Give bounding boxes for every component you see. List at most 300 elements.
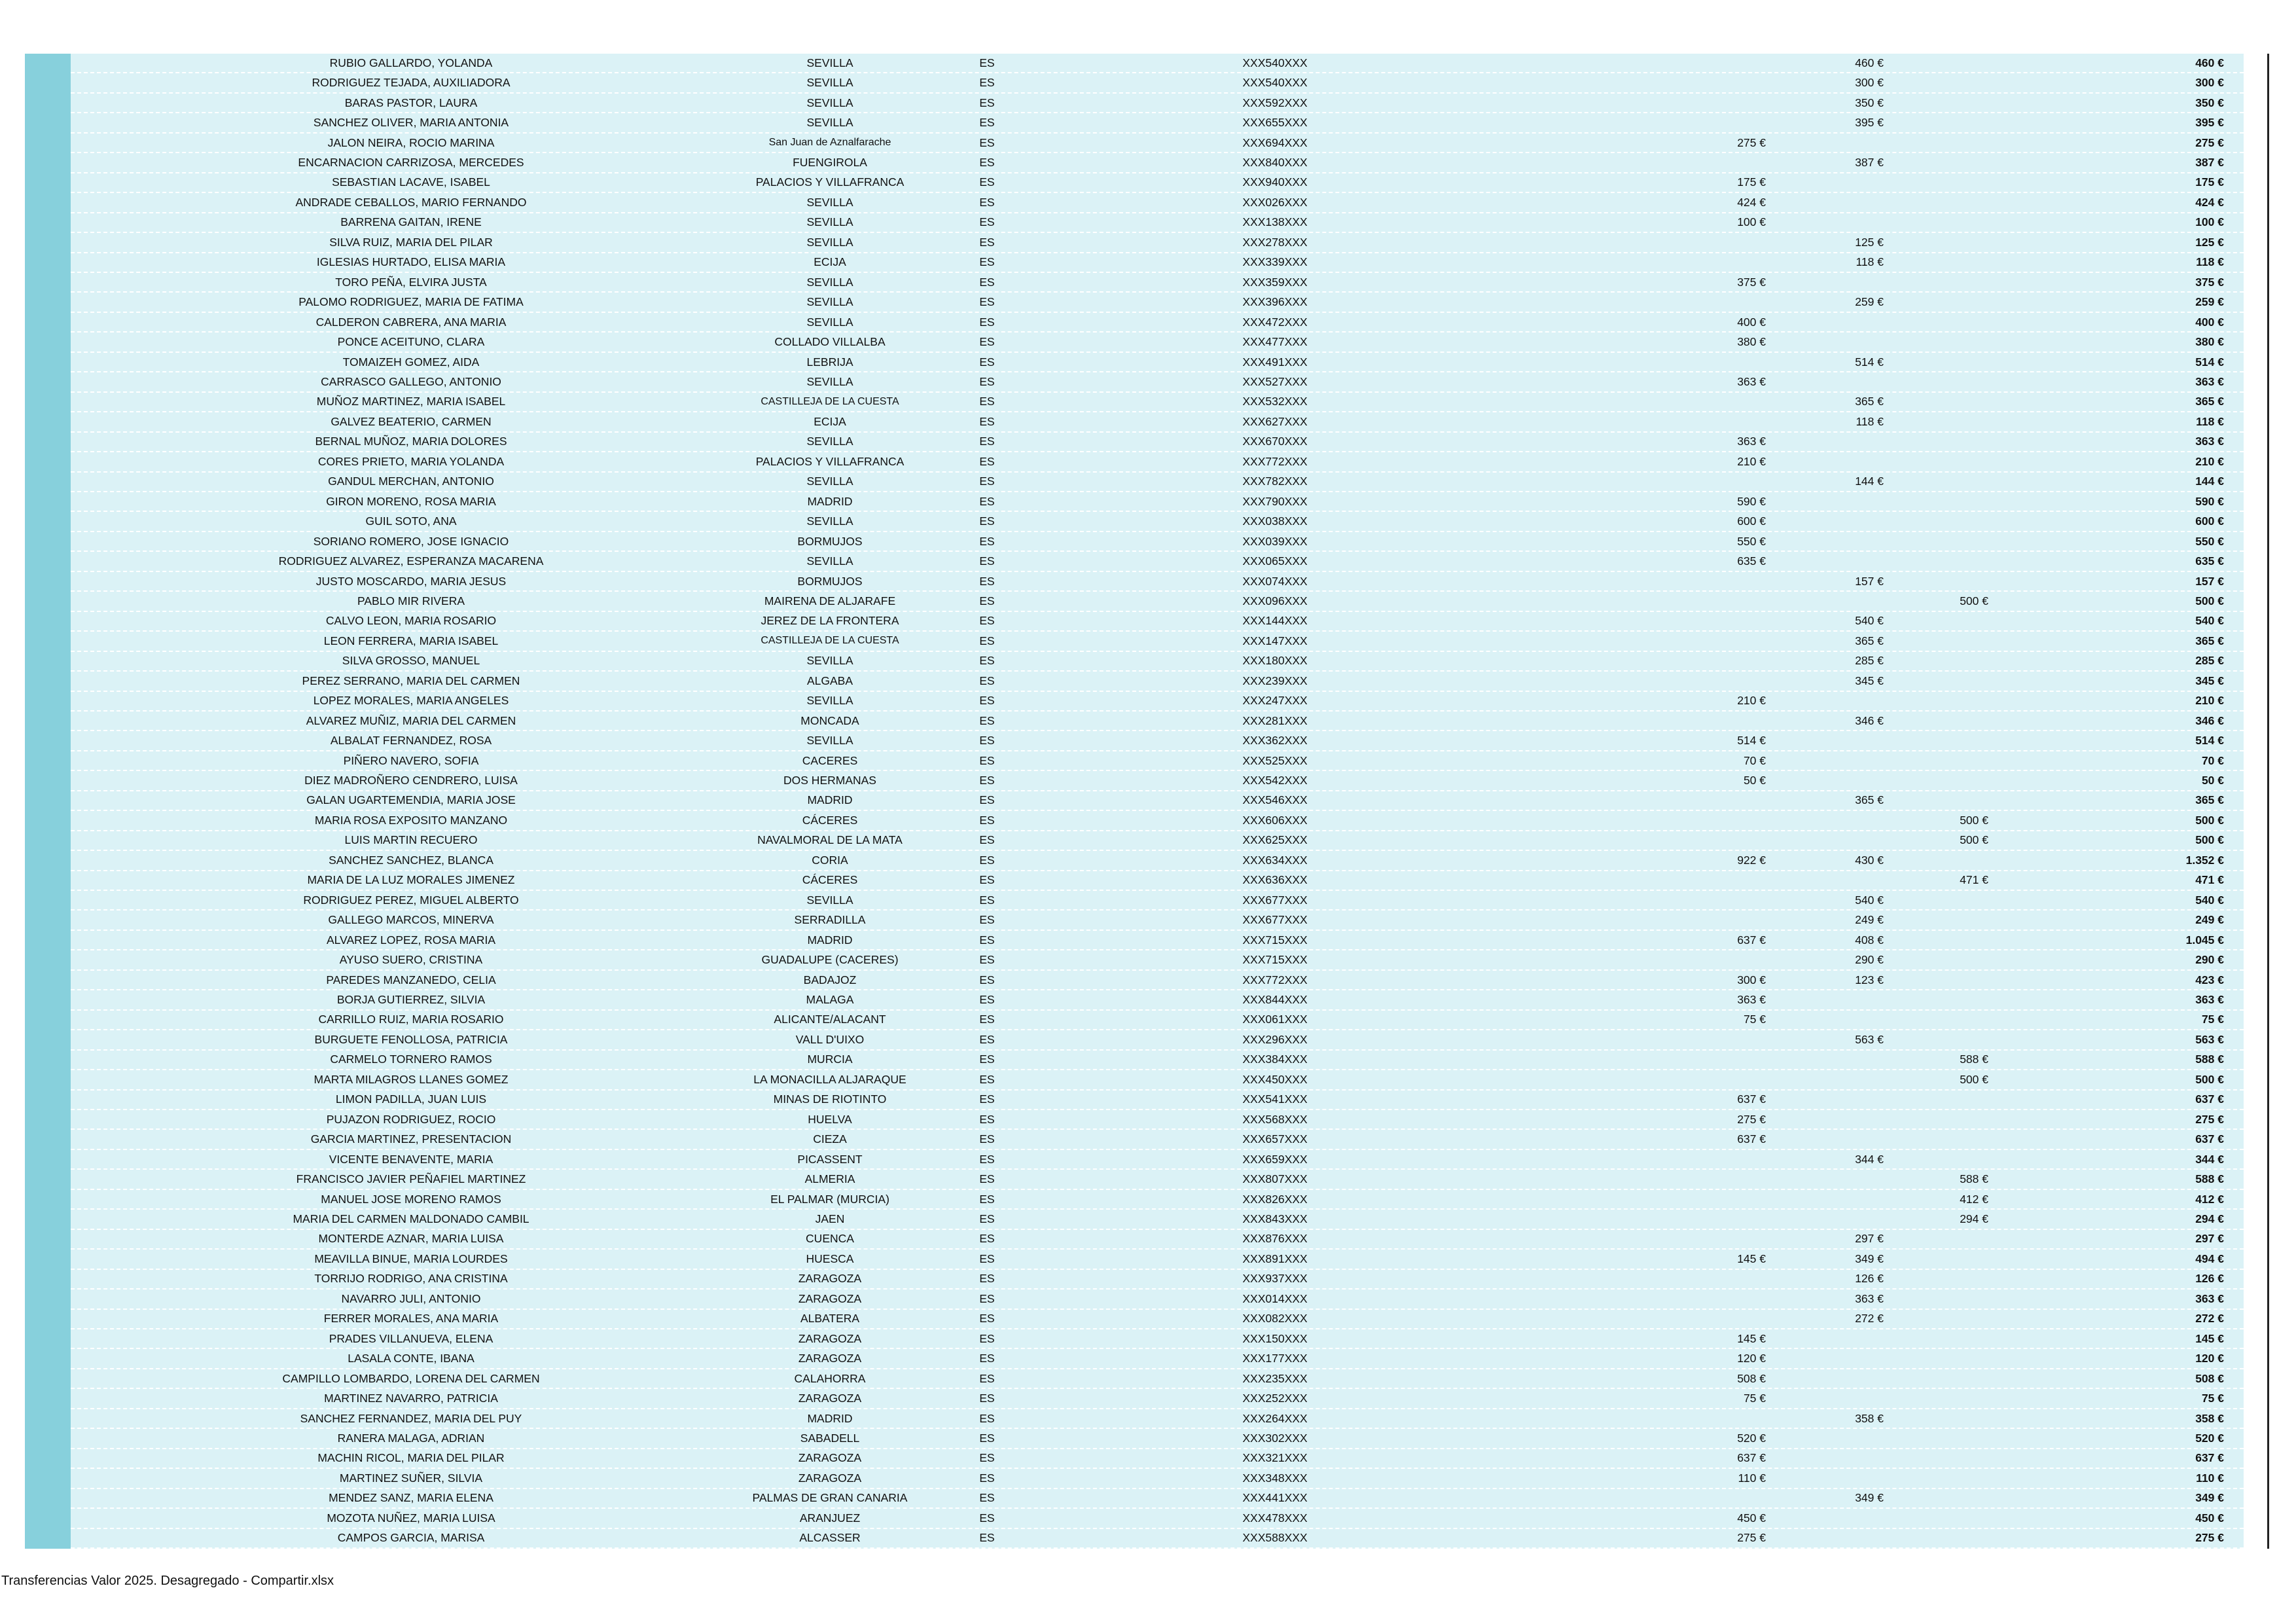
cell-amount-a: 514 €: [1737, 734, 1766, 748]
cell-country: ES: [979, 1212, 995, 1225]
cell-total: 157 €: [2195, 574, 2224, 588]
cell-total: 75 €: [2201, 1013, 2224, 1026]
cell-city: PICASSENT: [797, 1152, 863, 1166]
cell-amount-a: 363 €: [1737, 374, 1766, 388]
cell-amount-b: 365 €: [1855, 634, 1884, 647]
cell-total: 275 €: [2195, 1112, 2224, 1126]
cell-total: 424 €: [2195, 195, 2224, 209]
cell-amount-a: 275 €: [1737, 135, 1766, 149]
cell-country: ES: [979, 594, 995, 607]
cell-city: SEVILLA: [806, 195, 853, 209]
cell-country: ES: [979, 1013, 995, 1026]
cell-amount-c: [1825, 990, 1988, 1009]
cell-amount-c: [1825, 1150, 1988, 1168]
cell-amount-b: 514 €: [1855, 355, 1884, 369]
cell-city: SEVILLA: [806, 295, 853, 309]
cell-amount-c: [1825, 931, 1988, 949]
cell-total: 300 €: [2195, 76, 2224, 90]
cell-city: CORIA: [812, 853, 848, 867]
cell-amount-c: [1825, 971, 1988, 989]
cell-total: 290 €: [2195, 953, 2224, 967]
cell-city: ALCASSER: [799, 1531, 861, 1545]
cell-city: MADRID: [807, 793, 853, 807]
cell-country: ES: [979, 1192, 995, 1206]
cell-amount-c: [1825, 273, 1988, 291]
table-row: [71, 1369, 2244, 1389]
table-row: [71, 1409, 2244, 1429]
cell-total: 1.045 €: [2185, 933, 2224, 947]
row-header-band: [25, 54, 71, 1549]
cell-total: 259 €: [2195, 295, 2224, 309]
cell-city: SEVILLA: [806, 315, 853, 329]
cell-total: 363 €: [2195, 993, 2224, 1007]
cell-city: FUENGIROLA: [793, 155, 867, 169]
cell-total: 344 €: [2195, 1152, 2224, 1166]
cell-id: XXX840XXX: [1242, 155, 1308, 169]
cell-name: RUBIO GALLARDO, YOLANDA: [329, 56, 493, 69]
cell-amount-b: 460 €: [1855, 56, 1884, 69]
cell-name: GUIL SOTO, ANA: [365, 514, 457, 528]
cell-amount-c: [1825, 712, 1988, 730]
cell-country: ES: [979, 734, 995, 748]
cell-country: ES: [979, 654, 995, 668]
table-row: [71, 113, 2244, 133]
cell-amount-b: 540 €: [1855, 893, 1884, 907]
cell-amount-c: [1825, 1469, 1988, 1487]
cell-amount-c: 412 €: [1960, 1192, 1988, 1206]
cell-name: MEAVILLA BINUE, MARIA LOURDES: [314, 1252, 508, 1265]
cell-total: 412 €: [2195, 1192, 2224, 1206]
cell-total: 540 €: [2195, 893, 2224, 907]
table-row: [71, 692, 2244, 712]
table-row: [71, 851, 2244, 871]
table-row: [71, 512, 2244, 532]
cell-country: ES: [979, 993, 995, 1007]
cell-amount-a: 75 €: [1743, 1392, 1766, 1405]
cell-amount-c: 500 €: [1960, 1072, 1988, 1086]
cell-amount-c: [1825, 412, 1988, 431]
cell-city: ZARAGOZA: [798, 1451, 862, 1465]
cell-total: 349 €: [2195, 1491, 2224, 1505]
cell-amount-c: [1825, 552, 1988, 570]
cell-city: MADRID: [807, 494, 853, 508]
cell-country: ES: [979, 913, 995, 927]
table-row: [71, 393, 2244, 412]
cell-amount-c: 588 €: [1960, 1053, 1988, 1066]
cell-total: 272 €: [2195, 1312, 2224, 1326]
cell-amount-a: 363 €: [1737, 435, 1766, 448]
cell-id: XXX772XXX: [1242, 454, 1308, 468]
cell-country: ES: [979, 1152, 995, 1166]
cell-id: XXX782XXX: [1242, 475, 1308, 488]
cell-name: GALVEZ BEATERIO, CARMEN: [331, 414, 492, 428]
cell-id: XXX039XXX: [1242, 534, 1308, 548]
cell-amount-a: 380 €: [1737, 335, 1766, 349]
table-row: [71, 173, 2244, 193]
cell-country: ES: [979, 1411, 995, 1425]
cell-total: 365 €: [2195, 634, 2224, 647]
table-row: [71, 791, 2244, 811]
cell-amount-c: [1825, 911, 1988, 929]
cell-amount-c: [1825, 54, 1988, 72]
cell-id: XXX264XXX: [1242, 1411, 1308, 1425]
cell-amount-a: 637 €: [1737, 933, 1766, 947]
cell-total: 346 €: [2195, 713, 2224, 727]
cell-total: 118 €: [2196, 414, 2224, 428]
cell-amount-a: 275 €: [1737, 1112, 1766, 1126]
cell-amount-c: 500 €: [1960, 833, 1988, 847]
cell-city: MONCADA: [800, 713, 859, 727]
cell-id: XXX247XXX: [1242, 694, 1308, 708]
cell-amount-c: [1825, 333, 1988, 351]
cell-name: RODRIGUEZ PEREZ, MIGUEL ALBERTO: [303, 893, 519, 907]
cell-amount-a: 637 €: [1737, 1451, 1766, 1465]
cell-total: 500 €: [2195, 594, 2224, 607]
cell-city: CÁCERES: [802, 813, 858, 827]
cell-amount-c: [1825, 393, 1988, 411]
cell-total: 637 €: [2195, 1451, 2224, 1465]
cell-name: BARAS PASTOR, LAURA: [344, 96, 478, 109]
cell-city: SEVILLA: [806, 694, 853, 708]
cell-total: 500 €: [2195, 833, 2224, 847]
table-row: [71, 433, 2244, 452]
cell-city: SEVILLA: [806, 215, 853, 229]
cell-total: 637 €: [2195, 1132, 2224, 1146]
cell-id: XXX026XXX: [1242, 195, 1308, 209]
cell-amount-a: 635 €: [1737, 554, 1766, 568]
cell-total: 563 €: [2195, 1032, 2224, 1046]
cell-total: 145 €: [2195, 1331, 2224, 1345]
cell-id: XXX694XXX: [1242, 135, 1308, 149]
cell-city: SEVILLA: [806, 435, 853, 448]
table-row: [71, 1070, 2244, 1090]
table-row: [71, 572, 2244, 592]
cell-amount-c: [1825, 153, 1988, 171]
cell-total: 514 €: [2195, 355, 2224, 369]
cell-city: CALAHORRA: [794, 1371, 866, 1385]
cell-id: XXX235XXX: [1242, 1371, 1308, 1385]
cell-amount-b: 540 €: [1855, 614, 1884, 628]
cell-amount-c: [1825, 1110, 1988, 1128]
cell-amount-b: 430 €: [1855, 853, 1884, 867]
cell-city: ZARAGOZA: [798, 1352, 862, 1365]
cell-country: ES: [979, 753, 995, 767]
table-row: [71, 1170, 2244, 1189]
cell-id: XXX296XXX: [1242, 1032, 1308, 1046]
cell-name: LUIS MARTIN RECUERO: [344, 833, 478, 847]
cell-total: 125 €: [2195, 235, 2224, 249]
cell-id: XXX715XXX: [1242, 953, 1308, 967]
cell-city: EL PALMAR (MURCIA): [770, 1192, 889, 1206]
cell-city: VALL D'UIXO: [795, 1032, 865, 1046]
cell-id: XXX940XXX: [1242, 175, 1308, 189]
transfer-table: [71, 54, 2244, 1549]
cell-amount-b: 290 €: [1855, 953, 1884, 967]
cell-name: MUÑOZ MARTINEZ, MARIA ISABEL: [316, 395, 506, 408]
cell-name: BURGUETE FENOLLOSA, PATRICIA: [314, 1032, 508, 1046]
cell-amount-c: [1825, 353, 1988, 371]
cell-name: GIRON MORENO, ROSA MARIA: [326, 494, 496, 508]
cell-total: 450 €: [2195, 1511, 2224, 1525]
table-row: [71, 73, 2244, 93]
cell-id: XXX362XXX: [1242, 734, 1308, 748]
cell-id: XXX876XXX: [1242, 1232, 1308, 1246]
cell-total: 100 €: [2195, 215, 2224, 229]
cell-amount-c: [1825, 433, 1988, 451]
cell-name: SEBASTIAN LACAVE, ISABEL: [332, 175, 490, 189]
cell-total: 297 €: [2195, 1232, 2224, 1246]
table-row: [71, 1190, 2244, 1210]
cell-amount-b: 125 €: [1855, 235, 1884, 249]
cell-name: MARIA DE LA LUZ MORALES JIMENEZ: [307, 873, 515, 887]
cell-amount-a: 300 €: [1737, 973, 1766, 986]
cell-name: ALVAREZ LOPEZ, ROSA MARIA: [326, 933, 496, 947]
cell-total: 635 €: [2195, 554, 2224, 568]
table-row: [71, 293, 2244, 312]
cell-id: XXX677XXX: [1242, 893, 1308, 907]
cell-amount-c: [1825, 313, 1988, 331]
cell-id: XXX636XXX: [1242, 873, 1308, 887]
cell-country: ES: [979, 155, 995, 169]
cell-id: XXX038XXX: [1242, 514, 1308, 528]
cell-amount-b: 144 €: [1855, 475, 1884, 488]
table-row: [71, 193, 2244, 213]
cell-amount-c: [1825, 1250, 1988, 1268]
cell-city: PALACIOS Y VILLAFRANCA: [755, 454, 905, 468]
cell-id: XXX082XXX: [1242, 1312, 1308, 1326]
cell-total: 294 €: [2195, 1212, 2224, 1225]
cell-id: XXX807XXX: [1242, 1172, 1308, 1186]
cell-total: 110 €: [2196, 1471, 2224, 1485]
cell-name: LASALA CONTE, IBANA: [348, 1352, 475, 1365]
cell-city: ZARAGOZA: [798, 1331, 862, 1345]
cell-id: XXX541XXX: [1242, 1092, 1308, 1106]
cell-amount-c: [1825, 193, 1988, 211]
cell-city: SEVILLA: [806, 56, 853, 69]
cell-amount-c: [1825, 473, 1988, 491]
cell-country: ES: [979, 1511, 995, 1525]
cell-id: XXX441XXX: [1242, 1491, 1308, 1505]
cell-city: BORMUJOS: [797, 534, 863, 548]
cell-id: XXX627XXX: [1242, 414, 1308, 428]
cell-id: XXX527XXX: [1242, 374, 1308, 388]
cell-id: XXX657XXX: [1242, 1132, 1308, 1146]
table-row: [71, 971, 2244, 990]
cell-country: ES: [979, 135, 995, 149]
cell-total: 471 €: [2195, 873, 2224, 887]
table-row: [71, 672, 2244, 691]
cell-amount-a: 50 €: [1743, 774, 1766, 787]
cell-id: XXX252XXX: [1242, 1392, 1308, 1405]
cell-country: ES: [979, 255, 995, 269]
cell-id: XXX321XXX: [1242, 1451, 1308, 1465]
cell-total: 70 €: [2201, 753, 2224, 767]
cell-name: RODRIGUEZ TEJADA, AUXILIADORA: [312, 76, 511, 90]
cell-amount-c: [1825, 293, 1988, 311]
cell-name: MENDEZ SANZ, MARIA ELENA: [329, 1491, 493, 1505]
cell-country: ES: [979, 1172, 995, 1186]
cell-id: XXX281XXX: [1242, 713, 1308, 727]
cell-id: XXX891XXX: [1242, 1252, 1308, 1265]
cell-id: XXX937XXX: [1242, 1272, 1308, 1286]
table-row: [71, 313, 2244, 333]
cell-total: 520 €: [2195, 1431, 2224, 1445]
cell-city: MADRID: [807, 1411, 853, 1425]
cell-amount-a: 275 €: [1737, 1531, 1766, 1545]
table-row: [71, 1270, 2244, 1290]
cell-total: 514 €: [2195, 734, 2224, 748]
cell-city: PALMAS DE GRAN CANARIA: [752, 1491, 908, 1505]
cell-name: PEREZ SERRANO, MARIA DEL CARMEN: [302, 674, 520, 687]
cell-city: SEVILLA: [806, 893, 853, 907]
cell-amount-b: 118 €: [1856, 414, 1884, 428]
cell-amount-c: [1825, 1270, 1988, 1288]
cell-total: 540 €: [2195, 614, 2224, 628]
table-row: [71, 1091, 2244, 1110]
cell-name: SORIANO ROMERO, JOSE IGNACIO: [313, 534, 509, 548]
cell-name: CARRILLO RUIZ, MARIA ROSARIO: [318, 1013, 504, 1026]
cell-amount-b: 395 €: [1855, 116, 1884, 130]
cell-total: 423 €: [2195, 973, 2224, 986]
cell-city: JAEN: [815, 1212, 845, 1225]
cell-amount-a: 363 €: [1737, 993, 1766, 1007]
cell-amount-c: [1825, 1409, 1988, 1428]
cell-id: XXX592XXX: [1242, 96, 1308, 109]
cell-amount-a: 508 €: [1737, 1371, 1766, 1385]
cell-amount-c: [1825, 672, 1988, 690]
cell-id: XXX144XXX: [1242, 614, 1308, 628]
cell-total: 50 €: [2201, 774, 2224, 787]
table-row: [71, 492, 2244, 512]
cell-country: ES: [979, 1053, 995, 1066]
cell-amount-a: 110 €: [1738, 1471, 1766, 1485]
cell-country: ES: [979, 414, 995, 428]
cell-country: ES: [979, 674, 995, 687]
cell-city: SEVILLA: [806, 235, 853, 249]
cell-city: GUADALUPE (CACERES): [761, 953, 899, 967]
cell-amount-c: [1825, 492, 1988, 511]
cell-amount-b: 259 €: [1855, 295, 1884, 309]
cell-name: JUSTO MOSCARDO, MARIA JESUS: [315, 574, 507, 588]
cell-name: MACHIN RICOL, MARIA DEL PILAR: [317, 1451, 505, 1465]
cell-amount-a: 100 €: [1737, 215, 1766, 229]
cell-amount-a: 637 €: [1737, 1092, 1766, 1106]
cell-total: 365 €: [2195, 793, 2224, 807]
table-row: [71, 1230, 2244, 1250]
cell-country: ES: [979, 1232, 995, 1246]
cell-country: ES: [979, 315, 995, 329]
table-row: [71, 751, 2244, 771]
cell-city: San Juan de Aznalfarache: [768, 137, 891, 149]
cell-id: XXX843XXX: [1242, 1212, 1308, 1225]
cell-amount-c: [1825, 1030, 1988, 1049]
cell-total: 588 €: [2195, 1053, 2224, 1066]
cell-id: XXX450XXX: [1242, 1072, 1308, 1086]
cell-name: TOMAIZEH GOMEZ, AIDA: [342, 355, 480, 369]
cell-country: ES: [979, 1392, 995, 1405]
cell-id: XXX844XXX: [1242, 993, 1308, 1007]
cell-amount-b: 126 €: [1855, 1272, 1884, 1286]
cell-id: XXX540XXX: [1242, 76, 1308, 90]
cell-name: SILVA GROSSO, MANUEL: [342, 654, 480, 668]
cell-country: ES: [979, 235, 995, 249]
cell-city: SEVILLA: [806, 96, 853, 109]
cell-amount-c: [1825, 233, 1988, 251]
cell-id: XXX150XXX: [1242, 1331, 1308, 1345]
cell-city: ALMERIA: [804, 1172, 855, 1186]
cell-country: ES: [979, 1471, 995, 1485]
cell-city: BADAJOZ: [803, 973, 857, 986]
cell-amount-a: 922 €: [1737, 853, 1766, 867]
cell-country: ES: [979, 1371, 995, 1385]
cell-name: VICENTE BENAVENTE, MARIA: [329, 1152, 493, 1166]
cell-id: XXX772XXX: [1242, 973, 1308, 986]
cell-city: HUELVA: [808, 1112, 852, 1126]
cell-country: ES: [979, 195, 995, 209]
cell-name: GALLEGO MARCOS, MINERVA: [328, 913, 494, 927]
cell-country: ES: [979, 215, 995, 229]
cell-name: GALAN UGARTEMENDIA, MARIA JOSE: [306, 793, 516, 807]
cell-id: XXX542XXX: [1242, 774, 1308, 787]
cell-amount-c: [1825, 1389, 1988, 1407]
cell-amount-a: 600 €: [1737, 514, 1766, 528]
cell-country: ES: [979, 973, 995, 986]
cell-city: ALGABA: [806, 674, 853, 687]
cell-name: MANUEL JOSE MORENO RAMOS: [321, 1192, 501, 1206]
cell-country: ES: [979, 1072, 995, 1086]
cell-country: ES: [979, 116, 995, 130]
cell-name: CARMELO TORNERO RAMOS: [330, 1053, 492, 1066]
cell-name: MARIA DEL CARMEN MALDONADO CAMBIL: [293, 1212, 529, 1225]
cell-country: ES: [979, 355, 995, 369]
cell-total: 358 €: [2195, 1411, 2224, 1425]
cell-country: ES: [979, 554, 995, 568]
cell-city: ZARAGOZA: [798, 1272, 862, 1286]
cell-id: XXX790XXX: [1242, 494, 1308, 508]
cell-total: 275 €: [2195, 135, 2224, 149]
cell-city: SERRADILLA: [794, 913, 866, 927]
cell-country: ES: [979, 454, 995, 468]
cell-country: ES: [979, 793, 995, 807]
cell-amount-c: [1825, 452, 1988, 471]
cell-amount-c: [1825, 1091, 1988, 1109]
table-row: [71, 990, 2244, 1010]
cell-name: BERNAL MUÑOZ, MARIA DOLORES: [315, 435, 507, 448]
table-row: [71, 54, 2244, 73]
cell-amount-a: 120 €: [1737, 1352, 1766, 1365]
cell-country: ES: [979, 335, 995, 349]
cell-amount-a: 424 €: [1737, 195, 1766, 209]
cell-city: MALAGA: [806, 993, 854, 1007]
cell-total: 588 €: [2195, 1172, 2224, 1186]
cell-name: SANCHEZ SANCHEZ, BLANCA: [329, 853, 493, 867]
cell-name: ENCARNACION CARRIZOSA, MERCEDES: [298, 155, 524, 169]
cell-id: XXX588XXX: [1242, 1531, 1308, 1545]
cell-amount-a: 590 €: [1737, 494, 1766, 508]
cell-amount-c: [1825, 1429, 1988, 1447]
cell-total: 118 €: [2196, 255, 2224, 269]
cell-country: ES: [979, 1272, 995, 1286]
cell-amount-c: [1825, 372, 1988, 391]
cell-total: 1.352 €: [2185, 853, 2224, 867]
cell-amount-c: 500 €: [1960, 594, 1988, 607]
table-row: [71, 612, 2244, 632]
cell-total: 210 €: [2195, 454, 2224, 468]
cell-name: PONCE ACEITUNO, CLARA: [337, 335, 485, 349]
cell-amount-a: 210 €: [1737, 694, 1766, 708]
cell-total: 363 €: [2195, 374, 2224, 388]
cell-amount-b: 272 €: [1855, 1312, 1884, 1326]
